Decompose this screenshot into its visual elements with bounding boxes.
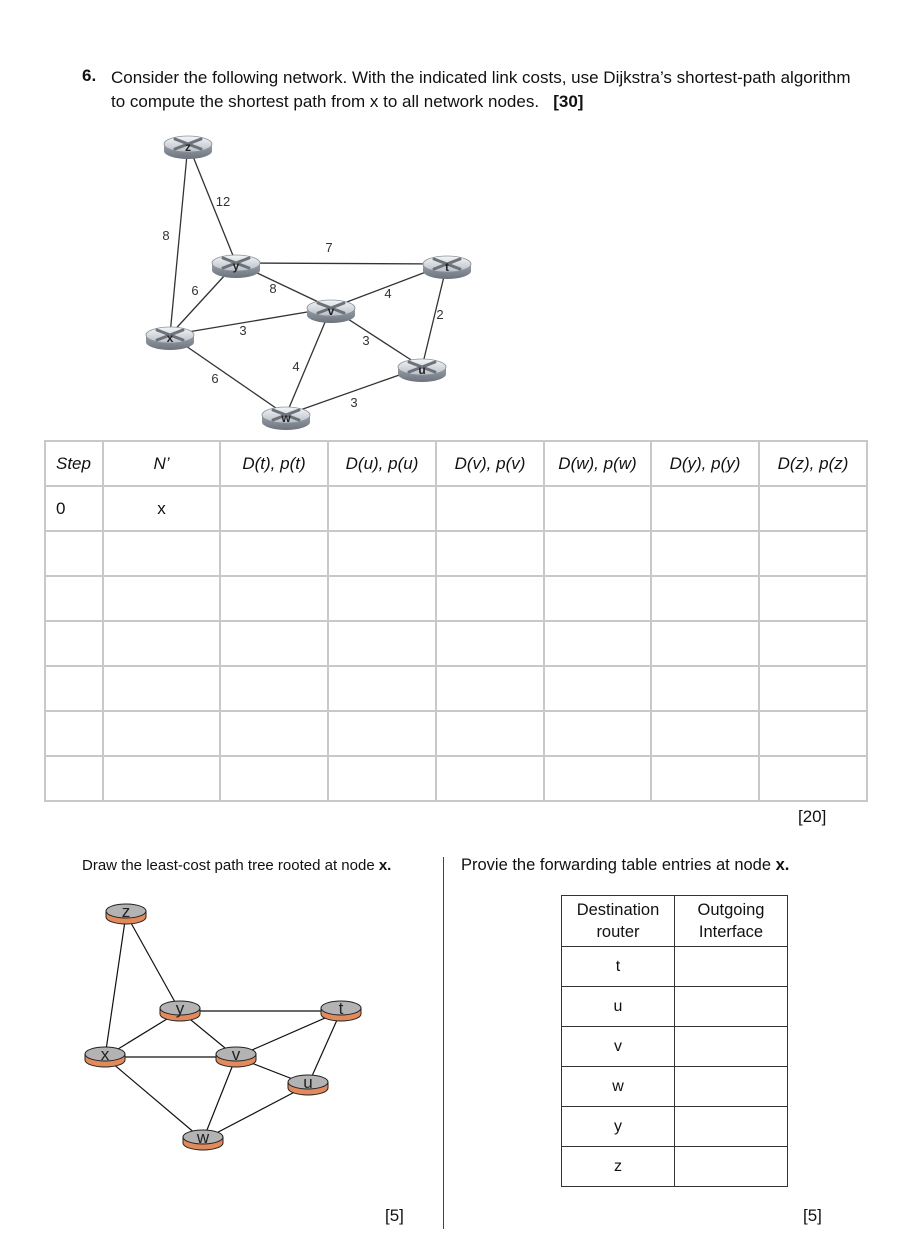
forwarding-row bbox=[562, 1027, 788, 1067]
table-cell bbox=[103, 711, 220, 756]
destination-cell: v bbox=[562, 1027, 675, 1067]
table-cell bbox=[220, 621, 328, 666]
header-w: D(w), p(w) bbox=[544, 441, 651, 486]
table-cell bbox=[544, 756, 651, 801]
router-label: v bbox=[327, 304, 335, 318]
link-cost-label: 6 bbox=[191, 283, 199, 298]
router-node-u bbox=[398, 359, 446, 382]
tree-node-y bbox=[160, 999, 200, 1021]
network-diagram bbox=[130, 125, 490, 435]
link-cost-label: 4 bbox=[292, 359, 300, 374]
link-cost-label: 4 bbox=[384, 286, 392, 301]
table-cell bbox=[45, 576, 103, 621]
forwarding-row bbox=[562, 1147, 788, 1187]
tree-node-label: v bbox=[231, 1045, 241, 1064]
question-body: Consider the following network. With the indicated link costs, use Dijkstra’s shortest-path algorithm to compute the shortest path from x to all network nodes. bbox=[111, 68, 851, 111]
table-cell bbox=[103, 756, 220, 801]
table-cell bbox=[220, 756, 328, 801]
table-cell bbox=[328, 576, 436, 621]
router-node-t bbox=[423, 256, 471, 279]
tree-marks: [5] bbox=[385, 1206, 404, 1225]
link-cost-label: 7 bbox=[325, 240, 333, 255]
forwarding-row bbox=[562, 1067, 788, 1107]
table-cell bbox=[328, 711, 436, 756]
tree-node-t bbox=[321, 999, 361, 1021]
table-cell bbox=[544, 666, 651, 711]
table-cell bbox=[436, 756, 544, 801]
dijkstra-table bbox=[44, 440, 868, 802]
header-destination-line2: router bbox=[596, 923, 640, 941]
forwarding-prompt bbox=[461, 856, 789, 875]
forwarding-row bbox=[562, 987, 788, 1027]
table-header-row bbox=[45, 441, 867, 486]
tree-prompt-node: x. bbox=[378, 857, 392, 874]
table-cell bbox=[436, 711, 544, 756]
table-cell bbox=[544, 531, 651, 576]
router-node-x bbox=[146, 327, 194, 350]
table-cell: 0 bbox=[45, 486, 103, 531]
header-z: D(z), p(z) bbox=[759, 441, 867, 486]
outgoing-interface-cell bbox=[675, 1067, 788, 1107]
header-outgoing bbox=[675, 896, 788, 947]
section-divider bbox=[443, 857, 444, 1229]
table-row bbox=[45, 711, 867, 756]
table-cell bbox=[544, 621, 651, 666]
table-row bbox=[45, 531, 867, 576]
tree-link bbox=[105, 914, 126, 1057]
table-cell bbox=[759, 621, 867, 666]
network-link bbox=[170, 144, 188, 335]
destination-cell: y bbox=[562, 1107, 675, 1147]
table-cell bbox=[45, 711, 103, 756]
link-cost-label: 6 bbox=[211, 371, 219, 386]
table-cell bbox=[759, 531, 867, 576]
table-cell bbox=[759, 756, 867, 801]
link-cost-label: 2 bbox=[436, 307, 444, 322]
table-cell bbox=[103, 621, 220, 666]
link-cost-label: 3 bbox=[362, 333, 370, 348]
header-outgoing-line1: Outgoing bbox=[697, 901, 765, 919]
header-destination bbox=[562, 896, 675, 947]
header-t: D(t), p(t) bbox=[220, 441, 328, 486]
destination-cell: u bbox=[562, 987, 675, 1027]
tree-link bbox=[105, 1057, 203, 1140]
tree-node-v bbox=[216, 1045, 256, 1067]
tree-link bbox=[203, 1085, 308, 1140]
table-cell bbox=[651, 531, 759, 576]
table-cell bbox=[103, 666, 220, 711]
link-cost-label: 3 bbox=[239, 323, 247, 338]
table-cell bbox=[328, 756, 436, 801]
table-cell bbox=[759, 576, 867, 621]
header-y: D(y), p(y) bbox=[651, 441, 759, 486]
tree-diagram bbox=[70, 890, 380, 1170]
forwarding-row bbox=[562, 947, 788, 987]
tree-node-label: w bbox=[196, 1128, 210, 1147]
table-row bbox=[45, 756, 867, 801]
tree-link bbox=[126, 914, 180, 1011]
table-cell bbox=[220, 531, 328, 576]
question-marks: [30] bbox=[553, 92, 584, 111]
table-cell bbox=[436, 531, 544, 576]
table-cell bbox=[651, 666, 759, 711]
link-cost-label: 8 bbox=[269, 281, 277, 296]
header-v: D(v), p(v) bbox=[436, 441, 544, 486]
table-marks: [20] bbox=[798, 807, 827, 826]
table-cell bbox=[651, 756, 759, 801]
table-cell bbox=[328, 531, 436, 576]
table-row bbox=[45, 621, 867, 666]
outgoing-interface-cell bbox=[675, 987, 788, 1027]
tree-node-label: t bbox=[338, 999, 344, 1018]
link-cost-label: 12 bbox=[215, 194, 231, 209]
forwarding-prompt-text: Provie the forwarding table entries at node bbox=[461, 856, 772, 874]
destination-cell: z bbox=[562, 1147, 675, 1187]
router-node-v bbox=[307, 300, 355, 323]
outgoing-interface-cell bbox=[675, 1147, 788, 1187]
table-cell bbox=[651, 621, 759, 666]
destination-cell: w bbox=[562, 1067, 675, 1107]
router-label: u bbox=[418, 363, 426, 377]
router-label: z bbox=[185, 140, 191, 154]
router-node-y bbox=[212, 255, 260, 278]
forwarding-row bbox=[562, 1107, 788, 1147]
table-cell bbox=[45, 621, 103, 666]
router-label: w bbox=[281, 411, 291, 425]
table-cell bbox=[759, 486, 867, 531]
header-u: D(u), p(u) bbox=[328, 441, 436, 486]
tree-prompt bbox=[82, 857, 391, 874]
table-cell bbox=[651, 576, 759, 621]
table-cell bbox=[328, 486, 436, 531]
table-row bbox=[45, 666, 867, 711]
table-cell bbox=[544, 576, 651, 621]
forwarding-prompt-node: x. bbox=[775, 856, 790, 874]
outgoing-interface-cell bbox=[675, 1027, 788, 1067]
tree-node-label: y bbox=[175, 999, 185, 1018]
header-outgoing-line2: Interface bbox=[698, 923, 764, 941]
table-cell bbox=[220, 711, 328, 756]
router-label: y bbox=[232, 259, 240, 273]
table-cell bbox=[45, 531, 103, 576]
network-link bbox=[236, 263, 447, 264]
table-cell bbox=[759, 666, 867, 711]
table-cell bbox=[544, 486, 651, 531]
table-cell bbox=[220, 576, 328, 621]
tree-node-w bbox=[183, 1128, 223, 1150]
tree-node-u bbox=[288, 1073, 328, 1095]
table-cell bbox=[328, 621, 436, 666]
tree-node-z bbox=[106, 902, 146, 924]
question-text bbox=[111, 66, 851, 114]
table-cell bbox=[436, 621, 544, 666]
table-cell bbox=[436, 666, 544, 711]
tree-node-label: u bbox=[303, 1073, 313, 1092]
router-node-z bbox=[164, 136, 212, 159]
table-cell bbox=[328, 666, 436, 711]
table-row bbox=[45, 486, 867, 531]
router-label: t bbox=[445, 260, 449, 274]
header-n-prime: N’ bbox=[103, 441, 220, 486]
forwarding-header-row bbox=[562, 896, 788, 947]
tree-node-label: z bbox=[121, 902, 131, 921]
table-cell bbox=[45, 666, 103, 711]
tree-link bbox=[308, 1011, 341, 1085]
header-destination-line1: Destination bbox=[576, 901, 660, 919]
table-cell bbox=[103, 531, 220, 576]
table-cell: x bbox=[103, 486, 220, 531]
table-cell bbox=[544, 711, 651, 756]
outgoing-interface-cell bbox=[675, 1107, 788, 1147]
table-cell bbox=[103, 576, 220, 621]
link-cost-label: 3 bbox=[350, 395, 358, 410]
table-cell bbox=[759, 711, 867, 756]
router-node-w bbox=[262, 407, 310, 430]
table-cell bbox=[436, 486, 544, 531]
table-cell bbox=[436, 576, 544, 621]
table-cell bbox=[220, 666, 328, 711]
table-cell bbox=[651, 711, 759, 756]
tree-node-label: x bbox=[100, 1045, 110, 1064]
outgoing-interface-cell bbox=[675, 947, 788, 987]
router-label: x bbox=[166, 331, 174, 345]
forwarding-table bbox=[561, 895, 788, 1187]
destination-cell: t bbox=[562, 947, 675, 987]
table-row bbox=[45, 576, 867, 621]
link-cost-label: 8 bbox=[162, 228, 170, 243]
tree-prompt-text: Draw the least-cost path tree rooted at node bbox=[82, 857, 375, 874]
question-number: 6. bbox=[82, 66, 97, 85]
network-link bbox=[170, 308, 331, 335]
table-cell bbox=[220, 486, 328, 531]
table-cell bbox=[651, 486, 759, 531]
table-cell bbox=[45, 756, 103, 801]
header-step: Step bbox=[45, 441, 103, 486]
forwarding-marks: [5] bbox=[803, 1206, 822, 1225]
